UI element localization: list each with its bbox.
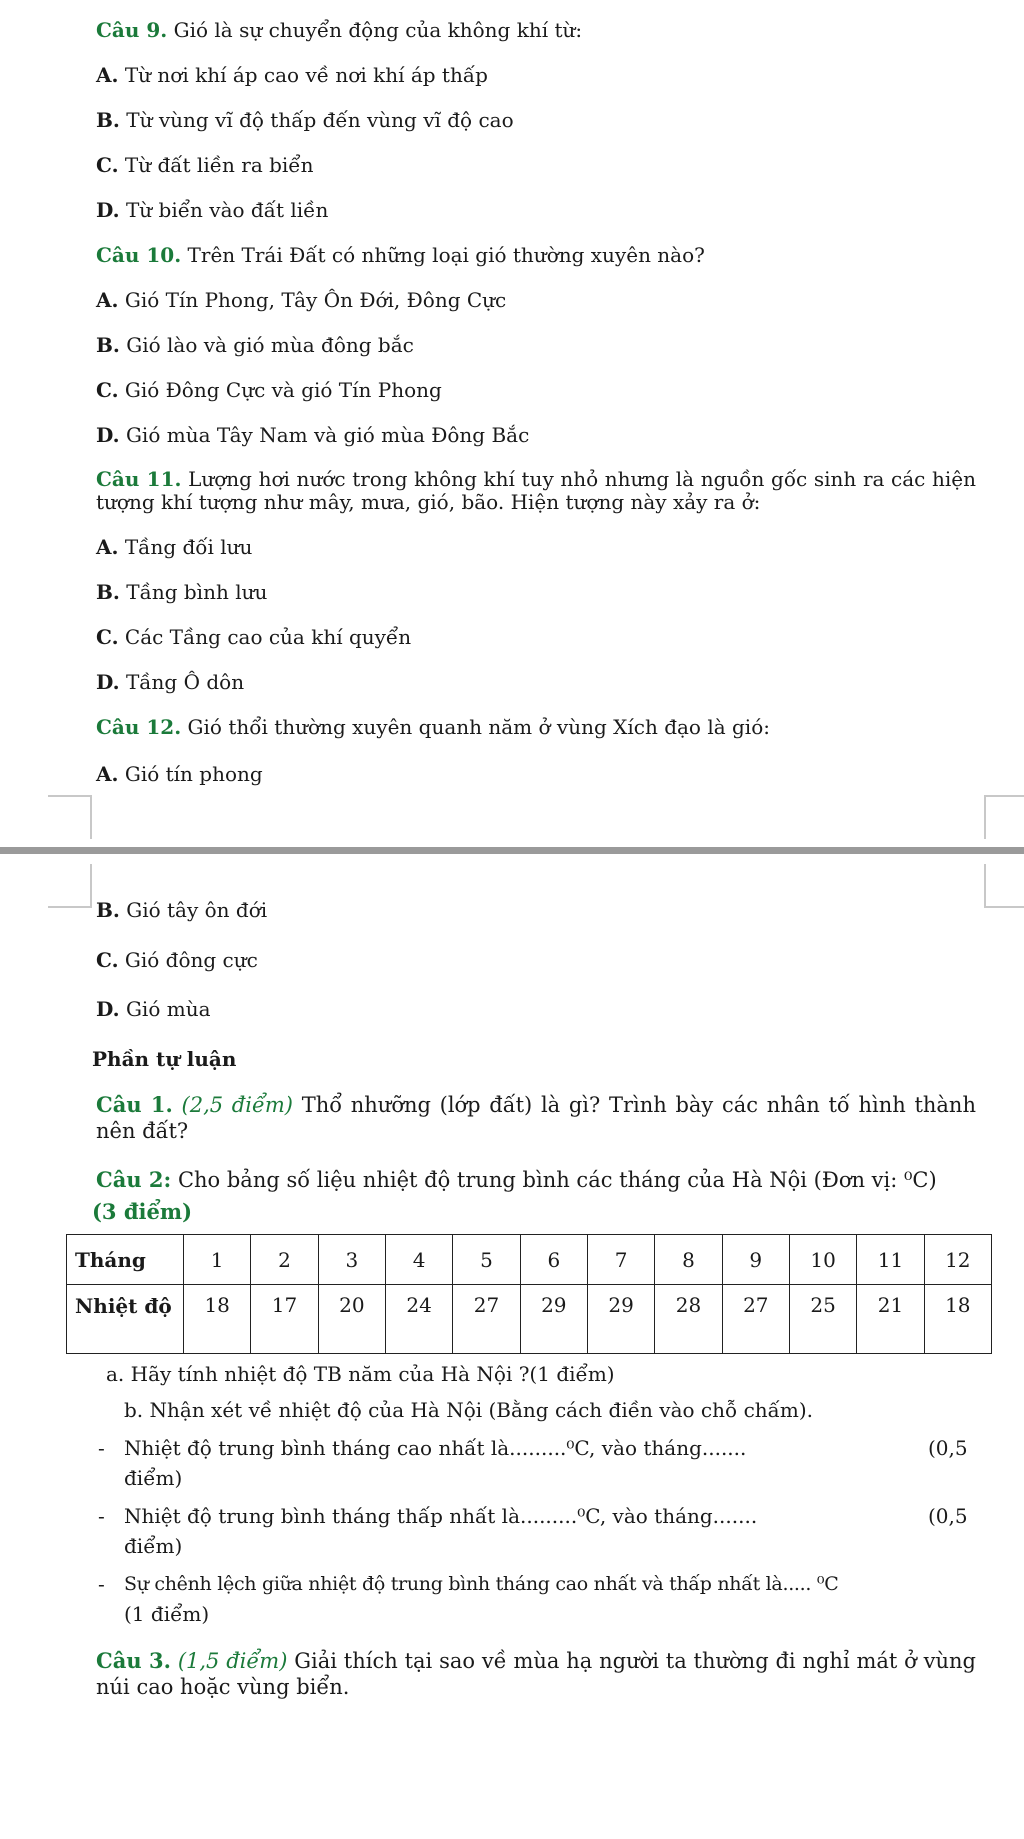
- table-cell: 1: [184, 1235, 251, 1285]
- table-cell: 7: [587, 1235, 654, 1285]
- table-cell: 17: [251, 1285, 318, 1354]
- table-cell: 5: [453, 1235, 520, 1285]
- page-corner-mark: [984, 795, 1024, 839]
- question-text: Gió là sự chuyển động của không khí từ:: [173, 18, 583, 42]
- q12-option-c: C. Gió đông cực: [96, 948, 258, 972]
- table-cell: 29: [587, 1285, 654, 1354]
- bullet-points: (0,5: [928, 1436, 968, 1460]
- table-cell: 2: [251, 1235, 318, 1285]
- bullet-dash: -: [98, 1504, 105, 1528]
- bullet-text: Sự chênh lệch giữa nhiệt độ trung bình tháng cao nhất và thấp nhất là..... ⁰C: [124, 1573, 839, 1595]
- table-cell: 27: [453, 1285, 520, 1354]
- page-break-divider: [0, 847, 1024, 854]
- q9-option-a: A. Từ nơi khí áp cao về nơi khí áp thấp: [96, 63, 488, 87]
- table-cell: 25: [789, 1285, 856, 1354]
- table-cell: 12: [924, 1235, 991, 1285]
- temperature-table: [66, 1234, 992, 1354]
- question-11-stem: Câu 11. Lượng hơi nước trong không khí tuy nhỏ nhưng là nguồn gốc sinh ra các hiện tượng khí tượng như mây, mưa, gió, bão. Hiện tượng này xảy ra ở:: [96, 467, 977, 514]
- table-cell: 18: [184, 1285, 251, 1354]
- essay-question-2-points: (3 điểm): [92, 1199, 193, 1224]
- table-row: [67, 1235, 992, 1285]
- bullet-points: điểm): [124, 1466, 183, 1490]
- table-cell: 29: [520, 1285, 587, 1354]
- table-row: [67, 1285, 992, 1354]
- question-12-stem: Câu 12. Gió thổi thường xuyên quanh năm ở vùng Xích đạo là gió:: [96, 715, 770, 739]
- page-corner-mark: [984, 864, 1024, 908]
- q10-option-b: B. Gió lào và gió mùa đông bắc: [96, 333, 414, 357]
- q10-option-a: A. Gió Tín Phong, Tây Ôn Đới, Đông Cực: [96, 288, 507, 312]
- q10-option-d: D. Gió mùa Tây Nam và gió mùa Đông Bắc: [96, 423, 530, 447]
- table-cell: 10: [789, 1235, 856, 1285]
- table-cell: Tháng: [67, 1235, 184, 1285]
- q10-option-c: C. Gió Đông Cực và gió Tín Phong: [96, 378, 442, 402]
- table-cell: 6: [520, 1235, 587, 1285]
- bullet-points: (1 điểm): [124, 1602, 210, 1626]
- table-cell: 3: [318, 1235, 385, 1285]
- section-heading: Phần tự luận: [92, 1047, 237, 1071]
- table-cell: 20: [318, 1285, 385, 1354]
- question-10-stem: Câu 10. Trên Trái Đất có những loại gió thường xuyên nào?: [96, 243, 705, 267]
- bullet-dash: -: [98, 1436, 105, 1460]
- page-corner-mark: [48, 864, 92, 908]
- essay-q2-part-a: a. Hãy tính nhiệt độ TB năm của Hà Nội ?(1 điểm): [106, 1362, 615, 1386]
- q9-option-b: B. Từ vùng vĩ độ thấp đến vùng vĩ độ cao: [96, 108, 514, 132]
- essay-q2-part-b: b. Nhận xét về nhiệt độ của Hà Nội (Bằng cách điền vào chỗ chấm).: [124, 1398, 814, 1422]
- q9-option-c: C. Từ đất liền ra biển: [96, 153, 314, 177]
- essay-question-2: Câu 2: Cho bảng số liệu nhiệt độ trung bình các tháng của Hà Nội (Đơn vị: ⁰C): [96, 1167, 937, 1192]
- essay-question-3: Câu 3. (1,5 điểm) Giải thích tại sao về mùa hạ người ta thường đi nghỉ mát ở vùng núi cao hoặc vùng biển.: [96, 1648, 977, 1699]
- q9-option-d: D. Từ biển vào đất liền: [96, 198, 329, 222]
- essay-question-1: Câu 1. (2,5 điểm) Thổ nhưỡng (lớp đất) là gì? Trình bày các nhân tố hình thành nên đất?: [96, 1092, 976, 1143]
- question-number: Câu 9.: [96, 18, 168, 42]
- table-cell: Nhiệt độ: [67, 1285, 184, 1354]
- table-cell: 4: [385, 1235, 452, 1285]
- table-cell: 11: [857, 1235, 924, 1285]
- q11-option-a: A. Tầng đối lưu: [96, 535, 253, 559]
- page-corner-mark: [48, 795, 92, 839]
- table-cell: 24: [385, 1285, 452, 1354]
- q11-option-d: D. Tầng Ô dôn: [96, 670, 245, 694]
- table-cell: 8: [655, 1235, 722, 1285]
- q12-option-b: B. Gió tây ôn đới: [96, 898, 268, 922]
- bullet-points: điểm): [124, 1534, 183, 1558]
- q12-option-a: A. Gió tín phong: [96, 762, 263, 786]
- bullet-text: Nhiệt độ trung bình tháng cao nhất là.........⁰C, vào tháng.......: [124, 1436, 747, 1460]
- q11-option-b: B. Tầng bình lưu: [96, 580, 268, 604]
- table-cell: 21: [857, 1285, 924, 1354]
- table-cell: 28: [655, 1285, 722, 1354]
- table-cell: 18: [924, 1285, 991, 1354]
- table-cell: 27: [722, 1285, 789, 1354]
- q11-option-c: C. Các Tầng cao của khí quyển: [96, 625, 412, 649]
- q12-option-d: D. Gió mùa: [96, 997, 211, 1021]
- bullet-points: (0,5: [928, 1504, 968, 1528]
- question-9-stem: [96, 18, 582, 42]
- bullet-text: Nhiệt độ trung bình tháng thấp nhất là.........⁰C, vào tháng.......: [124, 1504, 758, 1528]
- table-cell: 9: [722, 1235, 789, 1285]
- bullet-dash: -: [98, 1572, 105, 1596]
